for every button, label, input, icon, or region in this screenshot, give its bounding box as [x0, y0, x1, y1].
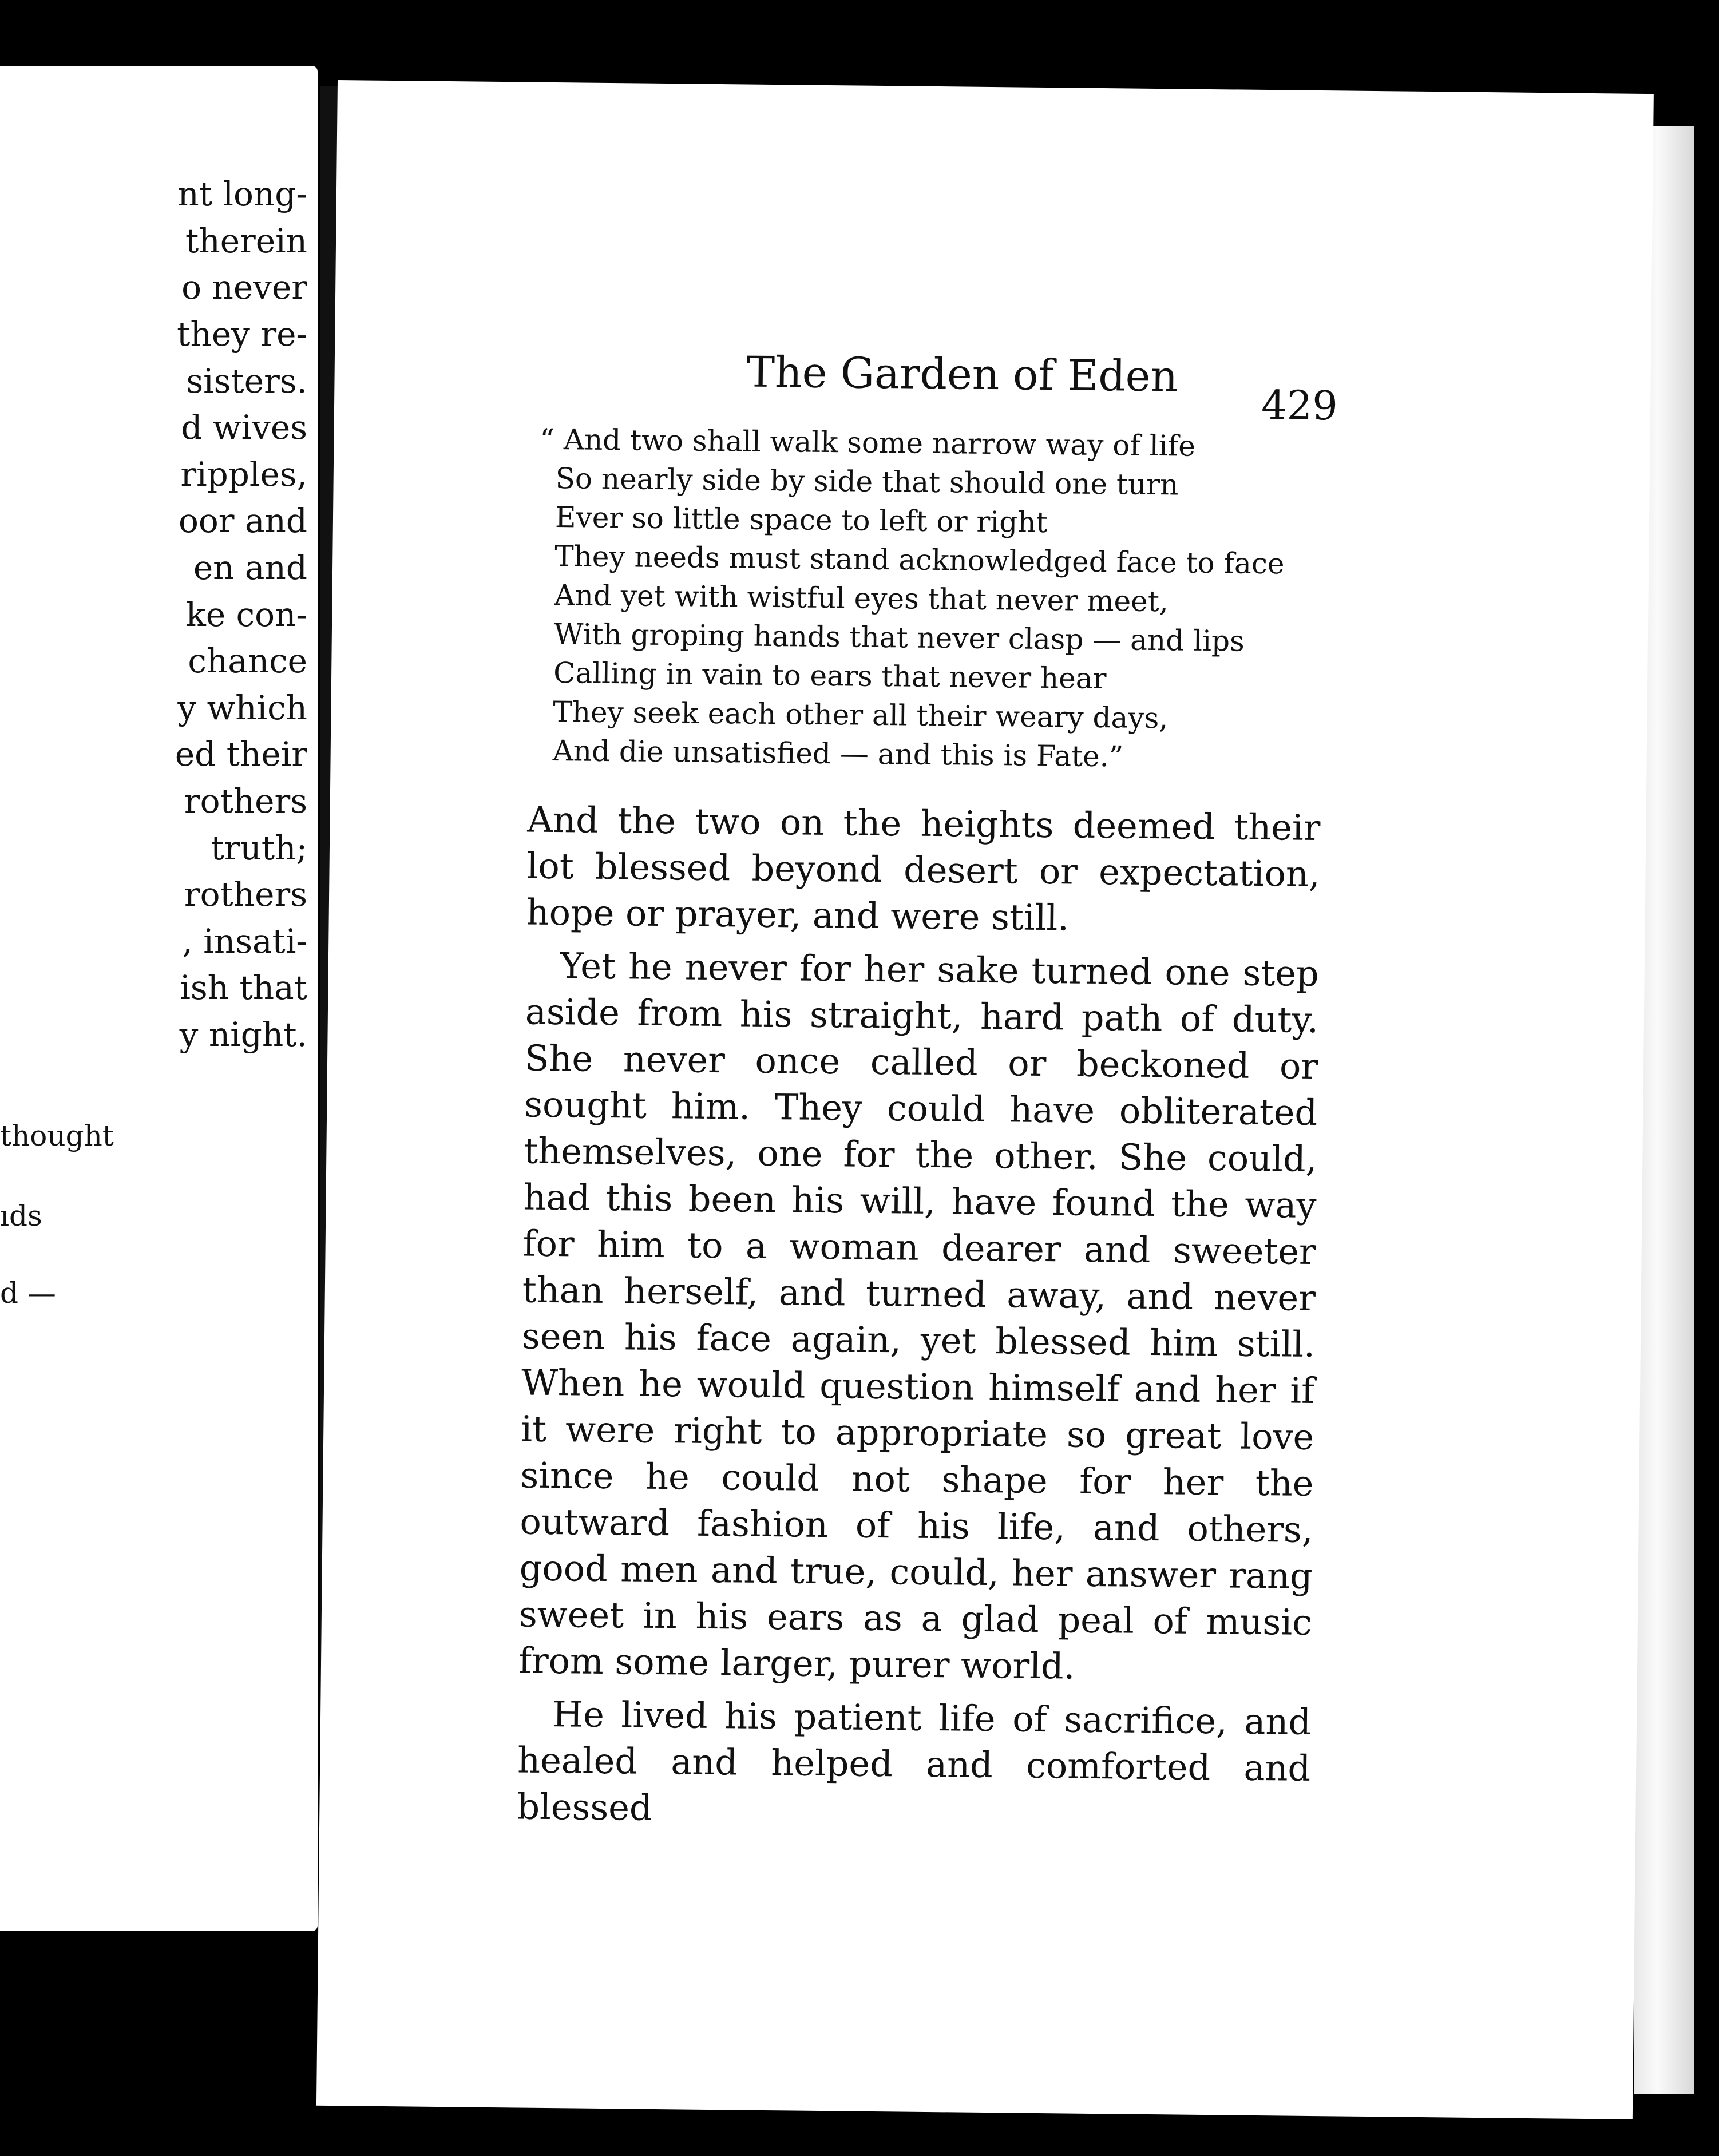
left-page-line: d — [0, 1277, 56, 1310]
left-page-line: ripples, [180, 455, 307, 494]
left-page-line: en and [193, 548, 307, 587]
left-page-line: y night. [179, 1015, 307, 1054]
poem-line: And die unsatisfied — and this is Fate.” [552, 734, 1124, 774]
left-page-line: o never [181, 268, 307, 307]
left-page-line: , insati- [182, 922, 307, 961]
left-page-line: ıds [0, 1199, 42, 1232]
right-page [316, 80, 1654, 2119]
left-page-line: chance [188, 641, 307, 680]
left-page-line: ke con- [185, 595, 307, 634]
left-page-line: rothers [184, 782, 307, 821]
left-page-line: truth; [211, 829, 307, 867]
left-page-line: ish that [180, 968, 307, 1007]
poem-line: So nearly side by side that should one turn [555, 462, 1179, 502]
paragraph: And the two on the heights deemed their lot blessed beyond desert or expectation, hope or prayer, and were still. [526, 798, 1321, 939]
poem-line: Calling in vain to ears that never hear [553, 656, 1107, 696]
left-page-line: ed their [175, 735, 307, 774]
left-page-line: rothers [184, 875, 307, 914]
paragraph: Yet he never for her sake turned one step aside from his straight, hard path of duty. She never once called or beckoned or sought him. They could have obliterated themselves, one for the other. She could, had this been his will, have found the way for him to a woman dearer and sweeter than herself, and turned away, and never seen his face again, yet blessed him still. When he would question himself and her if it were right to appropriate so great love since he could not shape for her the outward fashion of his life, and others, good men and true, could, her answer rang sweet in his ears as a glad peal of music from some larger, purer world. [518, 945, 1320, 1687]
left-page-line: therein [185, 221, 307, 260]
left-page-line: oor and [178, 501, 307, 540]
left-page-line: thought [0, 1119, 114, 1152]
poem-line: They needs must stand acknowledged face to face [554, 540, 1285, 581]
body-text [517, 796, 1321, 1838]
left-page-line: nt long- [177, 175, 307, 213]
left-facing-page [0, 66, 318, 1931]
left-page-line: they re- [177, 315, 307, 354]
left-page-line: d wives [181, 408, 307, 447]
poem-quotation [536, 420, 1286, 778]
page-number: 429 [1261, 381, 1338, 430]
poem-line: Ever so little space to left or right [554, 501, 1048, 540]
left-page-line: y which [177, 688, 307, 727]
poem-line: And yet with wistful eyes that never meet, [554, 578, 1169, 619]
running-head: The Garden of Eden [746, 347, 1178, 402]
poem-line: With groping hands that never clasp — and lips [553, 617, 1245, 658]
left-page-line: sisters. [186, 362, 307, 401]
poem-line: They seek each other all their weary days, [553, 695, 1169, 735]
poem-line: “ And two shall walk some narrow way of life [540, 422, 1196, 463]
paragraph: He lived his patient life of sacrifice, and healed and helped and comforted and blessed [517, 1693, 1312, 1829]
